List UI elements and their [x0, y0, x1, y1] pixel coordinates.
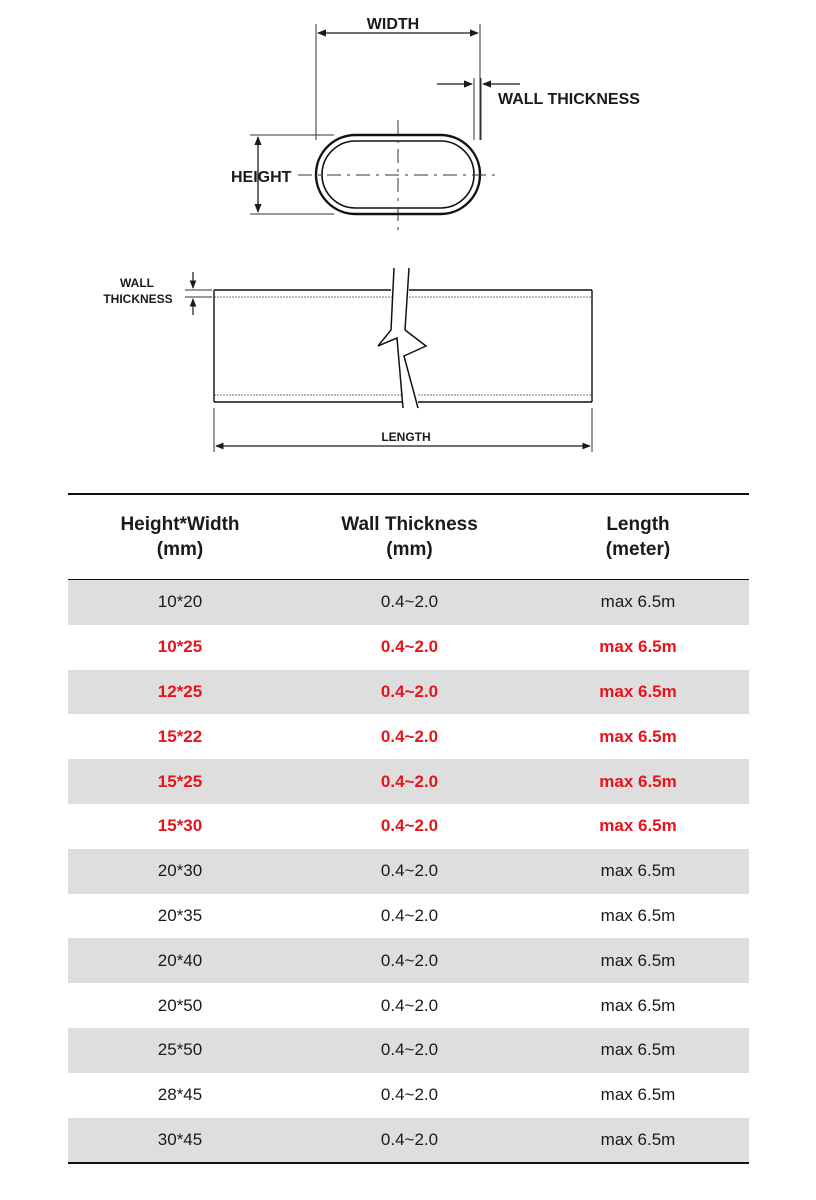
table-body	[68, 580, 749, 1162]
cell-wall-thickness: 0.4~2.0	[380, 681, 439, 701]
cell-wall-thickness: 0.4~2.0	[380, 905, 439, 925]
cell-length: max 6.5m	[600, 905, 676, 925]
table-row	[68, 714, 749, 759]
cell-wall-thickness: 0.4~2.0	[380, 592, 439, 612]
oval-tube-diagram	[0, 0, 816, 480]
side-wall-label-line2: THICKNESS	[103, 292, 173, 306]
cell-size: 30*45	[157, 1129, 203, 1149]
cell-length: max 6.5m	[600, 861, 676, 881]
table-bottom-rule	[68, 1162, 749, 1164]
cell-size: 12*25	[157, 681, 203, 701]
cell-length: max 6.5m	[600, 1040, 676, 1060]
table-row	[68, 938, 749, 983]
table-row	[68, 670, 749, 715]
cell-wall-thickness: 0.4~2.0	[380, 771, 439, 791]
table-row	[68, 894, 749, 939]
cell-size: 20*35	[157, 905, 203, 925]
width-label: WIDTH	[366, 16, 420, 33]
cell-length: max 6.5m	[600, 592, 676, 612]
cell-length: max 6.5m	[599, 637, 677, 657]
header-height-width: Height*Width (mm)	[120, 514, 240, 560]
break-line-right	[404, 268, 426, 408]
header-wall-thickness: Wall Thickness (mm)	[341, 514, 478, 560]
cell-wall-thickness: 0.4~2.0	[380, 995, 439, 1015]
cell-length: max 6.5m	[600, 1085, 676, 1105]
cell-length: max 6.5m	[600, 950, 676, 970]
cross-section	[231, 16, 640, 232]
table-row	[68, 625, 749, 670]
cell-size: 15*22	[157, 726, 203, 746]
cell-length: max 6.5m	[600, 995, 676, 1015]
table-row	[68, 759, 749, 804]
break-line-left	[378, 268, 403, 408]
cell-size: 10*25	[157, 637, 203, 657]
cell-wall-thickness: 0.4~2.0	[380, 816, 439, 836]
cell-length: max 6.5m	[599, 816, 677, 836]
cell-wall-thickness: 0.4~2.0	[380, 637, 439, 657]
cell-size: 10*20	[157, 592, 203, 612]
length-label: LENGTH	[381, 430, 431, 444]
table-row	[68, 849, 749, 894]
cell-wall-thickness: 0.4~2.0	[380, 950, 439, 970]
cell-wall-thickness: 0.4~2.0	[380, 1040, 439, 1060]
table-row	[68, 1028, 749, 1073]
spec-table	[68, 493, 749, 1164]
cell-size: 25*50	[157, 1040, 203, 1060]
cell-wall-thickness: 0.4~2.0	[380, 726, 439, 746]
cell-length: max 6.5m	[600, 1129, 676, 1149]
height-label: HEIGHT	[231, 169, 292, 186]
wall-thickness-label: WALL THICKNESS	[498, 91, 640, 108]
cell-wall-thickness: 0.4~2.0	[380, 861, 439, 881]
cell-wall-thickness: 0.4~2.0	[380, 1085, 439, 1105]
cell-size: 20*30	[157, 861, 203, 881]
cell-size: 20*50	[157, 995, 203, 1015]
cell-length: max 6.5m	[599, 726, 677, 746]
header-length: Length (meter)	[605, 514, 671, 560]
table-header	[68, 495, 749, 579]
side-wall-label-line1: WALL	[120, 276, 154, 290]
cell-wall-thickness: 0.4~2.0	[380, 1129, 439, 1149]
table-row	[68, 1118, 749, 1163]
cell-length: max 6.5m	[599, 681, 677, 701]
cell-size: 15*30	[157, 816, 203, 836]
cell-size: 20*40	[157, 950, 203, 970]
table-row	[68, 983, 749, 1028]
table-row	[68, 1073, 749, 1118]
side-view	[103, 268, 592, 452]
cell-size: 15*25	[157, 771, 203, 791]
table-row	[68, 580, 749, 625]
cell-size: 28*45	[157, 1085, 203, 1105]
cell-length: max 6.5m	[599, 771, 677, 791]
table-row	[68, 804, 749, 849]
